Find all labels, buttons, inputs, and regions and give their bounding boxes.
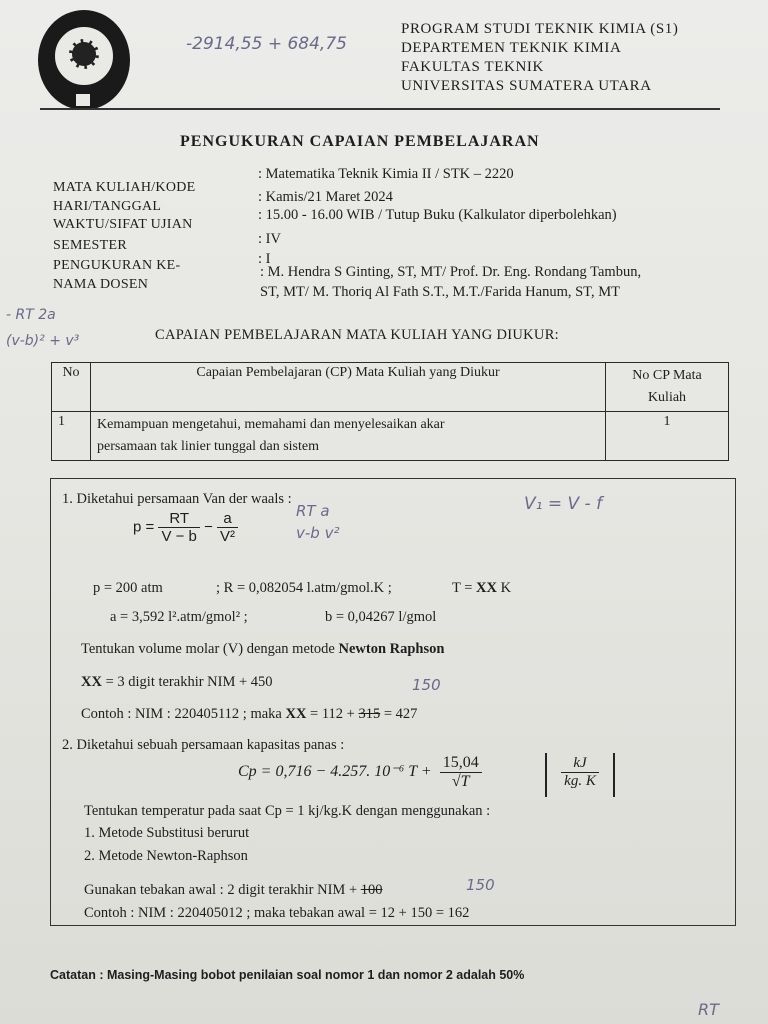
q1-params-t	[452, 578, 511, 598]
university-logo	[38, 10, 130, 110]
logo-shield-icon	[76, 94, 90, 106]
q1-example-sum: = 112 +	[306, 706, 355, 722]
header-department: DEPARTEMEN TEKNIK KIMIA	[401, 40, 622, 56]
unit-bracket	[545, 753, 615, 797]
cp-table-header	[52, 363, 729, 412]
q1-xx-label: XX	[81, 674, 102, 690]
q1-task-text: Tentukan volume molar (V) dengan metode	[81, 641, 335, 657]
handwritten-corner: RT	[698, 1000, 719, 1019]
header-faculty: FAKULTAS TEKNIK	[401, 59, 544, 75]
footer-note: Catatan : Masing-Masing bobot penilaian soal nomor 1 dan nomor 2 adalah 50%	[50, 968, 525, 982]
q2-task: Tentukan temperatur pada saat Cp = 1 kj/kg.K dengan menggunakan :	[84, 803, 491, 819]
col-no: No	[52, 363, 91, 412]
handwritten-derivative-num: - RT 2a	[6, 307, 56, 323]
section-title: CAPAIAN PEMBELAJARAN MATA KULIAH YANG DIUKUR:	[155, 327, 559, 343]
handwritten-sum: -2914,55 + 684,75	[186, 34, 347, 54]
q2-example: Contoh : NIM : 220405012 ; maka tebakan awal = 12 + 150 = 162	[84, 905, 470, 921]
q1-t-label: T =	[452, 580, 473, 596]
eq-a: a	[217, 510, 238, 528]
q1-xx-definition	[81, 672, 273, 692]
q1-t-xx: XX	[476, 580, 497, 596]
q1-example	[81, 704, 417, 724]
row-cp: 1	[606, 412, 729, 461]
eq-15-04: 15,04	[440, 754, 482, 773]
header-university: UNIVERSITAS SUMATERA UTARA	[401, 78, 652, 94]
info-value-semester: : IV	[258, 231, 281, 247]
row-description	[91, 412, 606, 461]
col-description: Capaian Pembelajaran (CP) Mata Kuliah yang Diukur	[91, 363, 606, 412]
q1-xx-text: = 3 digit terakhir NIM + 450	[101, 674, 273, 690]
q1-task-method: Newton Raphson	[338, 641, 445, 657]
eq-sqrt-t: √T	[451, 773, 470, 790]
q1-example-text: Contoh : NIM : 220405112 ; maka	[81, 706, 282, 722]
handwritten-derivative-den: (v-b)² + v³	[6, 333, 80, 349]
row-description-line2: persamaan tak linier tunggal dan sistem	[97, 439, 319, 454]
unit-fraction	[561, 755, 599, 790]
q2-guess-struck: 100	[360, 882, 383, 898]
eq-vb: V − b	[161, 528, 197, 545]
header-program: PROGRAM STUDI TEKNIK KIMIA (S1)	[401, 21, 679, 37]
info-label-day: HARI/TANGGAL	[53, 199, 162, 214]
q1-example-struck: 315	[358, 706, 381, 722]
q1-example-result: = 427	[380, 706, 418, 722]
row-no: 1	[52, 412, 91, 461]
eq-p: p =	[133, 518, 155, 536]
van-der-waals-equation	[133, 510, 238, 545]
q2-guess-text: Gunakan tebakan awal : 2 digit terakhir NIM +	[84, 882, 358, 898]
eq-minus: −	[204, 518, 213, 536]
eq-fraction-sqrt	[440, 754, 482, 791]
info-value-day: : Kamis/21 Maret 2024	[258, 189, 393, 205]
q1-t-unit: K	[500, 580, 512, 596]
handwritten-eq-copy	[296, 500, 339, 544]
info-value-lecturer-cont: ST, MT/ M. Thoriq Al Fath S.T., M.T./Farida Hanum, ST, MT	[260, 284, 620, 300]
heat-capacity-equation	[238, 754, 482, 791]
logo-gear-icon	[69, 39, 99, 69]
handwritten-correction-2: 150	[466, 876, 495, 894]
info-value-lecturer: : M. Hendra S Ginting, ST, MT/ Prof. Dr. Eng. Rondang Tambun,	[260, 264, 642, 280]
page-title: PENGUKURAN CAPAIAN PEMBELAJARAN	[180, 133, 540, 150]
handwritten-eq-den: v-b v²	[296, 524, 340, 542]
q1-params-b: b = 0,04267 l/gmol	[325, 609, 437, 625]
q2-intro: 2. Diketahui sebuah persamaan kapasitas panas :	[62, 737, 345, 753]
eq-cp: Cp = 0,716 − 4.257. 10⁻⁶ T +	[238, 763, 432, 781]
q1-example-xx: XX	[285, 706, 307, 722]
col-cp-number-line2: Kuliah	[647, 390, 687, 405]
q1-intro: 1. Diketahui persamaan Van der waals :	[62, 491, 292, 507]
handwritten-note: V₁ = V - f	[524, 494, 603, 514]
handwritten-correction: 150	[412, 676, 441, 694]
info-label-course: MATA KULIAH/KODE	[53, 180, 196, 195]
header-divider	[40, 108, 720, 110]
info-label-time: WAKTU/SIFAT UJIAN	[53, 217, 193, 232]
eq-v2: V²	[220, 528, 236, 545]
col-cp-number	[606, 363, 729, 412]
cp-table	[51, 362, 729, 461]
q2-method-1: 1. Metode Substitusi berurut	[84, 825, 250, 841]
handwritten-eq-num: RT a	[296, 502, 330, 520]
eq-fraction-rt	[158, 510, 199, 545]
q2-method-2: 2. Metode Newton-Raphson	[84, 848, 248, 864]
info-label-lecturer: NAMA DOSEN	[53, 277, 149, 292]
info-value-course: : Matematika Teknik Kimia II / STK – 2220	[258, 166, 514, 182]
handwritten-derivative	[6, 302, 79, 354]
info-value-time: : 15.00 - 16.00 WIB / Tutup Buku (Kalkulator diperbolehkan)	[258, 207, 617, 223]
q1-task	[81, 639, 444, 659]
q2-guess	[84, 880, 383, 900]
info-label-measure: PENGUKURAN KE-	[53, 258, 181, 273]
q1-params-a: a = 3,592 l².atm/gmol² ;	[110, 609, 248, 625]
eq-rt: RT	[158, 510, 199, 528]
col-cp-number-line1: No CP Mata	[632, 368, 702, 383]
logo-ring	[52, 24, 116, 88]
table-row	[52, 412, 729, 461]
info-label-semester: SEMESTER	[53, 238, 127, 253]
info-value-measure: : I	[258, 251, 271, 267]
institution-header	[401, 20, 679, 96]
unit-kj: kJ	[561, 755, 599, 773]
unit-kgk: kg. K	[564, 773, 596, 789]
row-description-line1: Kemampuan mengetahui, memahami dan menyelesaikan akar	[97, 417, 445, 432]
q1-params-r: ; R = 0,082054 l.atm/gmol.K ;	[216, 580, 392, 596]
eq-fraction-a	[217, 510, 238, 545]
q1-params-p: p = 200 atm	[93, 580, 163, 596]
